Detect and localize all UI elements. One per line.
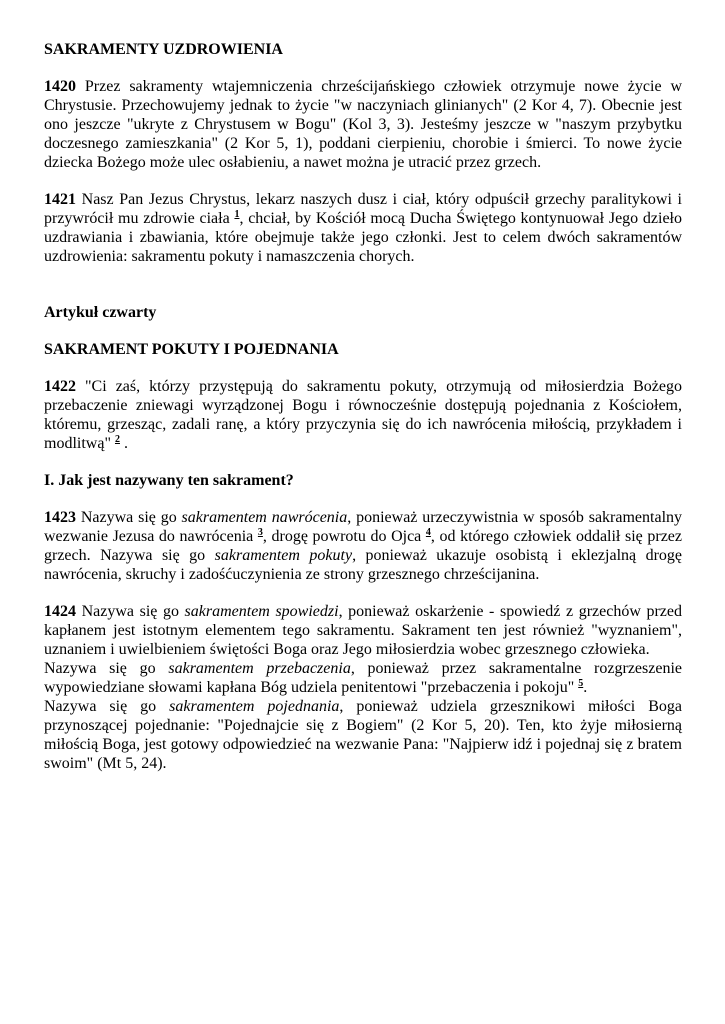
emphasis-text: sakramentem nawrócenia [181,509,348,526]
paragraph-1424-cont-1 [44,659,682,697]
paragraph-text: "Ci zaś, którzy przystępują do sakramentu pokuty, otrzymują od miłosierdzia Bożego przebaczenie zniewagi wyrządzonej Bogu i równocześnie dostępują pojednania z Kościołem, któremu, grzesząc, zadali ranę, a który przyczynia się do ich nawrócenia miłością, przykładem i modlitwą" [44,378,682,452]
paragraph-text: , chciał, by Kościół mocą Ducha Świętego kontynuował Jego dzieło uzdrawiania i zbawiania, które obejmuje także jego członki. Jest to celem dwóch sakramentów uzdrowienia: sakramentu pokuty i namaszczenia chorych. [44,210,683,265]
paragraph-number: 1422 [44,378,76,395]
paragraph-text: Nazywa się go [44,660,169,677]
paragraph-number: 1420 [44,78,76,95]
paragraph-text: . [123,435,128,452]
paragraph-1421 [44,190,682,266]
paragraph-1424 [44,602,682,659]
emphasis-text: sakramentem przebaczenia [168,660,351,677]
heading-section-1: I. Jak jest nazywany ten sakrament? [44,472,294,489]
paragraph-text: Nazywa się go [76,603,185,620]
heading-article: Artykuł czwarty [44,304,157,321]
paragraph-text: , od którego człowiek oddalił się przez grzech. Nazywa się go [44,528,683,564]
paragraph-1423 [44,508,682,584]
emphasis-text: sakramentem spowiedzi [184,603,339,620]
paragraph-text: , drogę powrotu do Ojca [262,528,422,545]
paragraph-number: 1424 [44,603,76,620]
paragraph-text: , ponieważ przez sakramentalne rozgrzeszenie wypowiedziane słowami kapłana Bóg udziela penitentowi "przebaczenia i pokoju" [44,660,682,696]
paragraph-text: , ponieważ oskarżenie - spowiedź z grzechów przed kapłanem jest istotnym elementem tego sakramentu. Sakrament ten jest również "wyznaniem", uznaniem i uwielbieniem świętości Boga oraz Jego miłosierdzia wobec grzesznego człowieka. [44,603,682,658]
emphasis-text: sakramentem pokuty [214,547,353,564]
heading-sakrament-pokuty: SAKRAMENT POKUTY I POJEDNANIA [44,341,339,358]
footnote-link-3[interactable]: 3 [257,527,263,538]
paragraph-text: , ponieważ udziela grzesznikowi miłości Boga przynoszącej pojednanie: "Pojednajcie się z Bogiem" (2 Kor 5, 20). Ten, kto żyje miłosierną miłością Boga, jest gotowy odpowiedzieć na wezwanie Pana: "Najpierw idź i pojednaj się z bratem swoim" (Mt 5, 24). [44,698,683,772]
footnote-link-5[interactable]: 5 [578,678,584,689]
heading-sakramenty-uzdrowienia: SAKRAMENTY UZDROWIENIA [44,41,283,58]
paragraph-text: Nazywa się go [44,698,170,715]
paragraph-text: Przez sakramenty wtajemniczenia chrześcijańskiego człowiek otrzymuje nowe życie w Chrystusie. Przechowujemy jednak to życie "w naczyniach glinianych" (2 Kor 4, 7). Obecnie jest ono jeszcze "ukryte z Chrystusem w Bogu" (Kol 3, 3). Jesteśmy jeszcze w "naszym przybytku doczesnego zamieszkania" (2 Kor 5, 1), poddani cierpieniu, chorobie i śmierci. To nowe życie dziecka Bożego może ulec osłabieniu, a nawet można je utracić przez grzech. [44,78,682,171]
footnote-link-2[interactable]: 2 [114,434,120,445]
paragraph-1424-cont-2 [44,697,682,773]
footnote-link-4[interactable]: 4 [425,527,431,538]
paragraph-1420 [44,77,682,172]
paragraph-text: Nasz Pan Jezus Chrystus, lekarz naszych dusz i ciał, który odpuścił grzechy paralitykowi i przywrócił mu zdrowie ciała [44,191,682,227]
paragraph-text: . [583,679,588,696]
emphasis-text: sakramentem pojednania [169,698,340,715]
footnote-link-1[interactable]: 1 [234,209,240,220]
document-page [44,40,682,773]
paragraph-text: Nazywa się go [76,509,182,526]
paragraph-number: 1421 [44,191,76,208]
paragraph-text: , ponieważ urzeczywistnia w sposób sakramentalny wezwanie Jezusa do nawrócenia [44,509,683,545]
paragraph-number: 1423 [44,509,76,526]
paragraph-text: , ponieważ ukazuje osobistą i eklezjalną drogę nawrócenia, skruchy i zadośćuczynienia ze strony grzesznego chrześcijanina. [44,547,682,583]
paragraph-1422 [44,377,682,453]
